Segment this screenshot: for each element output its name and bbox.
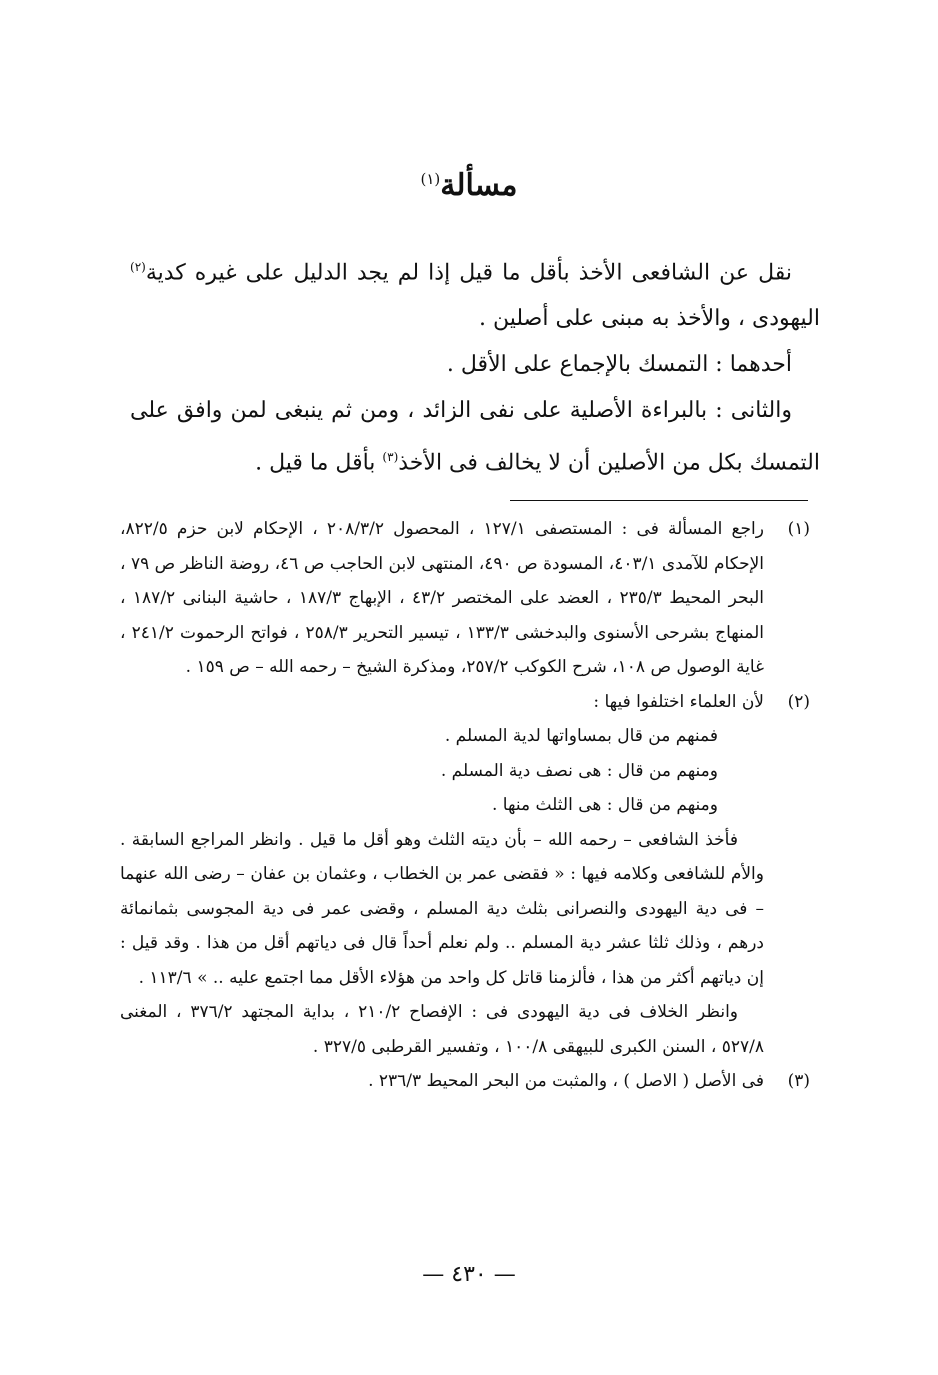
footnote-1 — [120, 512, 810, 685]
footnote-references: وانظر الخلاف فى دية اليهودى فى : الإفصاح ٢١٠/٢ ، بداية المجتهد ٣٧٦/٢ ، المغنى ٥٢٧/٨ ، السنن الكبرى للبيهقى ١٠٠/٨ ، وتفسير القرطبى ٣٢٧/٥ . — [120, 1002, 764, 1057]
footnote-separator — [510, 500, 808, 501]
footnote-3 — [120, 1064, 810, 1099]
footnote-text: راجع المسألة فى : المستصفى ١٢٧/١ ، المحصول ٢٠٨/٣/٢ ، الإحكام لابن حزم ٨٢٢/٥، الإحكام للآمدى ٤٠٣/١، المسودة ص ٤٩٠، المنتهى لابن الحاجب ص ٤٦، روضة الناظر ص ٧٩ ، البحر المحيط ٢٣٥/٣ ، العضد على المختصر ٤٣/٢ ، الإبهاج ١٨٧/٣ ، حاشية البنانى ١٨٧/٢ ، المنهاج بشرحى الأسنوى والبدخشى ١٣٣/٣ ، تيسير التحرير ٢٥٨/٣ ، فواتح الرحموت ٢٤١/٢ ، غاية الوصول ص ١٠٨، شرح الكوكب ٢٥٧/٢، ومذكرة الشيخ – رحمه الله – ص ١٥٩ . — [120, 519, 765, 677]
main-paragraph-1: نقل عن الشافعى الأخذ بأقل ما قيل إذا لم يجد الدليل على غيره كدية$^{(٢)}$ اليهودى ، والأخذ به مبنى على أصلين . — [130, 260, 820, 332]
main-paragraph-3: والثانى : بالبراءة الأصلية على نفى الزائد ، ومن ثم ينبغى لمن وافق على التمسك بكل من الأصلين أن لا يخالف فى الأخذ$^{(٣)}$ بأقل ما قيل . — [130, 398, 820, 476]
main-paragraph-2: أحدهما : التمسك بالإجماع على الأقل . — [446, 352, 792, 378]
footnote-opinion-1: فمنهم من قال بمساواتها لدية المسلم . — [444, 726, 718, 746]
footnote-number: (٢) — [787, 691, 810, 712]
title-text: مسألة — [440, 168, 518, 203]
footnote-number: (٣) — [787, 1071, 810, 1091]
footnote-ref-3: (٣) — [382, 450, 399, 465]
section-title — [0, 168, 938, 203]
footnote-text: لأن العلماء اختلفوا فيها : — [593, 691, 764, 712]
main-text — [130, 244, 820, 487]
footnotes — [120, 512, 810, 1099]
footnote-opinion-2: ومنهم من قال : هى نصف دية المسلم . — [440, 760, 718, 781]
footnote-opinion-3: ومنهم من قال : هى الثلث منها . — [492, 795, 718, 815]
title-footnote-ref: (١) — [420, 170, 441, 188]
footnote-ref-2: (٢) — [130, 260, 146, 274]
footnote-quote: فأخذ الشافعى – رحمه الله – بأن ديته الثلث وهو أقل ما قيل . وانظر المراجع السابقة . والأم للشافعى وكلامه فيها : « فقضى عمر بن الخطاب ، وعثمان بن عفان – رضى الله عنهما – فى دية اليهودى والنصرانى بثلث دية المسلم ، وقضى عمر فى دية المجوسى بثمانمائة درهم ، وذلك ثلثا عشر دية المسلم .. ولم نعلم أحداً قال فى دياتهم أقل من هذا . وقد قيل : إن دياتهم أكثر من هذا ، فألزمنا قاتل كل واحد من هؤلاء الأقل مما اجتمع عليه .. » ١١٣/٦ . — [120, 829, 764, 988]
footnote-number: (١) — [787, 519, 810, 539]
footnote-2 — [120, 685, 810, 1065]
page-number: — ٤٣٠ — — [422, 1262, 516, 1287]
footnote-text: فى الأصل ( الاصل ) ، والمثبت من البحر المحيط ٢٣٦/٣ . — [368, 1071, 764, 1091]
